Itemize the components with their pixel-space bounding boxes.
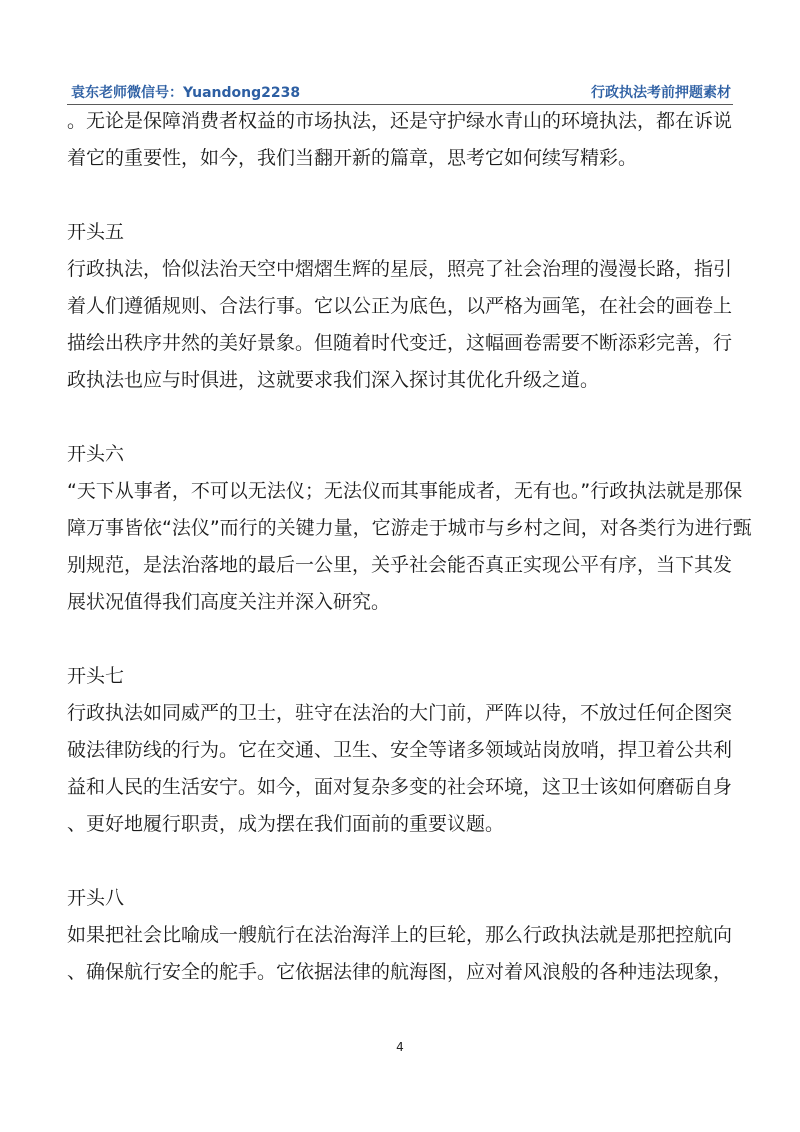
paragraph-line: “天下从事者，不可以无法仪；无法仪而其事能成者，无有也。”行政执法就是那保 xyxy=(67,480,743,502)
section-opening-6 xyxy=(67,436,752,621)
paragraph-line: 别规范，是法治落地的最后一公里，关乎社会能否真正实现公平有序，当下其发 xyxy=(67,554,733,576)
section-opening-5 xyxy=(67,214,747,399)
page-number: 4 xyxy=(396,1040,404,1054)
paragraph-line: 描绘出秩序井然的美好景象。但随着时代变迁，这幅画卷需要不断添彩完善，行 xyxy=(67,332,733,354)
paragraph-line: 展状况值得我们高度关注并深入研究。 xyxy=(67,591,391,613)
section-heading: 开头八 xyxy=(67,887,125,909)
section-opening-8 xyxy=(67,880,747,991)
paragraph-line: 益和人民的生活安宁。如今，面对复杂多变的社会环境，这卫士该如何磨砺自身 xyxy=(67,776,733,798)
page-header xyxy=(67,82,733,105)
section-heading: 开头六 xyxy=(67,443,125,465)
paragraph-line: 着它的重要性，如今，我们当翻开新的篇章，思考它如何续写精彩。 xyxy=(67,147,638,169)
intro-paragraph xyxy=(67,103,747,177)
paragraph-line: 着人们遵循规则、合法行事。它以公正为底色，以严格为画笔，在社会的画卷上 xyxy=(67,295,733,317)
paragraph-line: 障万事皆依“法仪”而行的关键力量，它游走于城市与乡村之间，对各类行为进行甄 xyxy=(67,517,752,539)
paragraph-line: 。无论是保障消费者权益的市场执法，还是守护绿水青山的环境执法，都在诉说 xyxy=(67,110,733,132)
section-heading: 开头五 xyxy=(67,221,125,243)
paragraph-line: 行政执法，恰似法治天空中熠熠生辉的星辰，照亮了社会治理的漫漫长路，指引 xyxy=(67,258,733,280)
paragraph-line: 、确保航行安全的舵手。它依据法律的航海图，应对着风浪般的各种违法现象， xyxy=(67,961,733,983)
document-body xyxy=(67,103,752,991)
paragraph-line: 破法律防线的行为。它在交通、卫生、安全等诸多领域站岗放哨，捍卫着公共利 xyxy=(67,739,733,761)
paragraph-line: 、更好地履行职责，成为摆在我们面前的重要议题。 xyxy=(67,813,505,835)
paragraph-line: 行政执法如同威严的卫士，驻守在法治的大门前，严阵以待，不放过任何企图突 xyxy=(67,702,733,724)
section-opening-7 xyxy=(67,658,747,843)
header-title: 行政执法考前押题素材 xyxy=(591,85,731,101)
section-heading: 开头七 xyxy=(67,665,125,687)
paragraph-line: 如果把社会比喻成一艘航行在法治海洋上的巨轮，那么行政执法就是那把控航向 xyxy=(67,924,733,946)
paragraph-line: 政执法也应与时俱进，这就要求我们深入探讨其优化升级之道。 xyxy=(67,369,600,391)
header-contact: 袁东老师微信号：Yuandong2238 xyxy=(71,85,301,101)
